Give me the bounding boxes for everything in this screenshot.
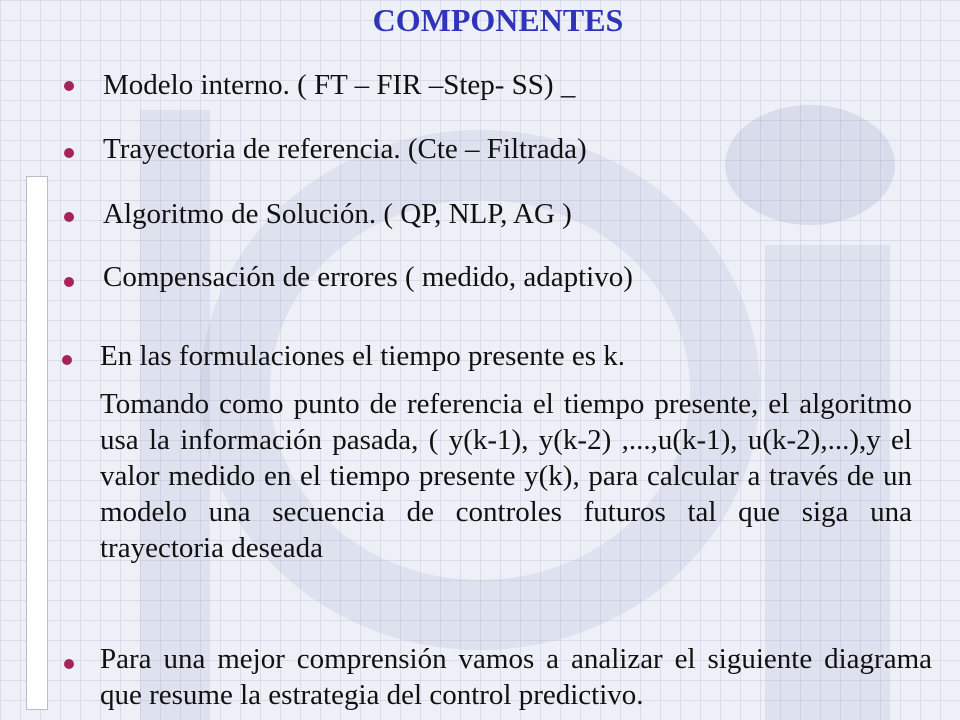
slide-title: COMPONENTES <box>372 2 624 38</box>
component-item-model: Modelo interno. ( FT – FIR –Step- SS) _ <box>103 69 576 101</box>
watermark-dot <box>725 105 895 225</box>
formulation-body: Tomando como punto de referencia el tiempo presente, el algoritmo usa la información pasada, ( y(k-1), y(k-2) ,...,u(k-1), u(k-2),...),y el valor medido en el tiempo presente y(k), para calcular a través de un modelo una secuencia de controles futuros tal que siga una trayectoria deseada <box>100 388 912 564</box>
slide-edge-strip <box>26 176 48 710</box>
bullet-icon <box>62 355 72 365</box>
bullet-icon <box>64 148 74 158</box>
closing-text: Para una mejor comprensión vamos a analizar el siguiente diagrama que resume la estrategia del control predictivo. <box>100 643 932 711</box>
formulation-lead: En las formulaciones el tiempo presente es k. <box>100 340 626 372</box>
component-item-algorithm: Algoritmo de Solución. ( QP, NLP, AG ) <box>103 198 572 230</box>
bullet-icon <box>64 81 74 91</box>
component-item-reference: Trayectoria de referencia. (Cte – Filtrada) <box>103 133 587 165</box>
component-item-compensation: Compensación de errores ( medido, adaptivo) <box>103 261 633 293</box>
bullet-icon <box>64 212 74 222</box>
bullet-icon <box>64 277 74 287</box>
bullet-icon <box>64 659 74 669</box>
